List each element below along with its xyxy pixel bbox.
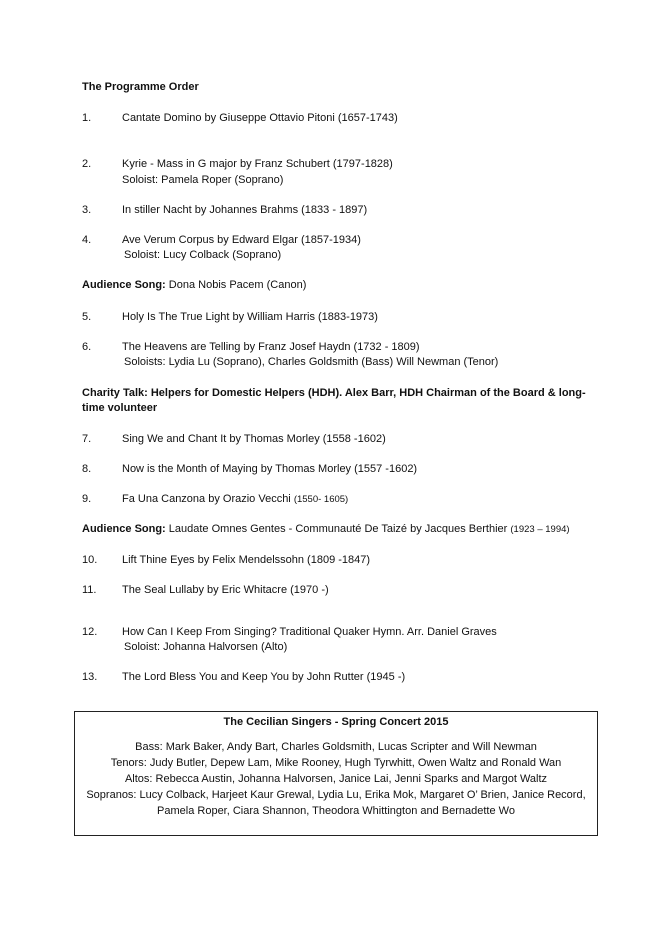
- item-number: 1.: [82, 112, 92, 124]
- item-title: The Heavens are Telling by Franz Josef Haydn (1732 - 1809): [122, 341, 420, 353]
- item-dates: (1550- 1605): [293, 494, 349, 505]
- item-number: 11.: [82, 584, 97, 596]
- item-number: 7.: [82, 433, 92, 445]
- item-title: Cantate Domino by Giuseppe Ottavio Pitoni (1657-1743): [122, 112, 398, 124]
- item-title: The Seal Lullaby by Eric Whitacre (1970 -): [122, 584, 329, 596]
- item-number: 8.: [82, 463, 92, 475]
- item-number: 3.: [82, 204, 92, 216]
- tenor-members: Tenors: Judy Butler, Depew Lam, Mike Rooney, Hugh Tyrwhitt, Owen Waltz and Ronald Wan: [110, 757, 562, 769]
- item-title: How Can I Keep From Singing? Traditional Quaker Hymn. Arr. Daniel Graves: [122, 626, 497, 638]
- charity-talk-line-2: time volunteer: [82, 402, 158, 414]
- item-title: Ave Verum Corpus by Edward Elgar (1857-1934): [122, 234, 361, 246]
- item-number: 12.: [82, 626, 98, 638]
- item-title: Lift Thine Eyes by Felix Mendelssohn (1809 -1847): [122, 554, 371, 566]
- audience-song-1: [82, 279, 306, 291]
- programme-heading: The Programme Order: [82, 81, 199, 93]
- item-number: 5.: [82, 311, 92, 323]
- bass-members: Bass: Mark Baker, Andy Bart, Charles Goldsmith, Lucas Scripter and Will Newman: [135, 741, 537, 753]
- item-soloist: Soloist: Johanna Halvorsen (Alto): [124, 641, 288, 653]
- charity-talk-line-1: Charity Talk: Helpers for Domestic Helpers (HDH). Alex Barr, HDH Chairman of the Board & long-: [82, 387, 586, 399]
- audience-song-2: [82, 523, 570, 535]
- choir-members-box: [74, 711, 598, 836]
- item-soloist: Soloist: Lucy Colback (Soprano): [124, 249, 282, 261]
- audience-song-label: Audience Song:: [82, 523, 166, 535]
- item-soloist: Soloists: Lydia Lu (Soprano), Charles Goldsmith (Bass) Will Newman (Tenor): [124, 356, 499, 368]
- box-title: The Cecilian Singers - Spring Concert 2015: [223, 716, 449, 728]
- item-number: 10.: [82, 554, 98, 566]
- soprano-members-continued: Pamela Roper, Ciara Shannon, Theodora Whittington and Bernadette Wo: [157, 805, 515, 817]
- audience-song-text: Laudate Omnes Gentes - Communauté De Taizé by Jacques Berthier: [165, 523, 511, 535]
- item-title-line: [122, 493, 348, 505]
- item-number: 9.: [82, 493, 92, 505]
- item-title: In stiller Nacht by Johannes Brahms (1833 - 1897): [122, 204, 368, 216]
- audience-song-label: Audience Song:: [82, 279, 166, 291]
- item-title: Fa Una Canzona by Orazio Vecchi: [122, 493, 294, 505]
- alto-members: Altos: Rebecca Austin, Johanna Halvorsen, Janice Lai, Jenni Sparks and Margot Waltz: [124, 773, 548, 785]
- soprano-members: Sopranos: Lucy Colback, Harjeet Kaur Grewal, Lydia Lu, Erika Mok, Margaret O’ Brien, Janice Record,: [86, 789, 586, 801]
- audience-song-dates: (1923 – 1994): [510, 524, 570, 535]
- item-number: 13.: [82, 671, 98, 683]
- item-title: Kyrie - Mass in G major by Franz Schubert (1797-1828): [122, 158, 393, 170]
- item-title: Holy Is The True Light by William Harris (1883-1973): [122, 311, 378, 323]
- item-number: 2.: [82, 158, 92, 170]
- audience-song-text: Dona Nobis Pacem (Canon): [165, 279, 307, 291]
- item-title: The Lord Bless You and Keep You by John Rutter (1945 -): [122, 671, 406, 683]
- item-number: 6.: [82, 341, 92, 353]
- item-number: 4.: [82, 234, 92, 246]
- item-title: Now is the Month of Maying by Thomas Morley (1557 -1602): [122, 463, 418, 475]
- item-soloist: Soloist: Pamela Roper (Soprano): [122, 174, 284, 186]
- item-title: Sing We and Chant It by Thomas Morley (1558 -1602): [122, 433, 386, 445]
